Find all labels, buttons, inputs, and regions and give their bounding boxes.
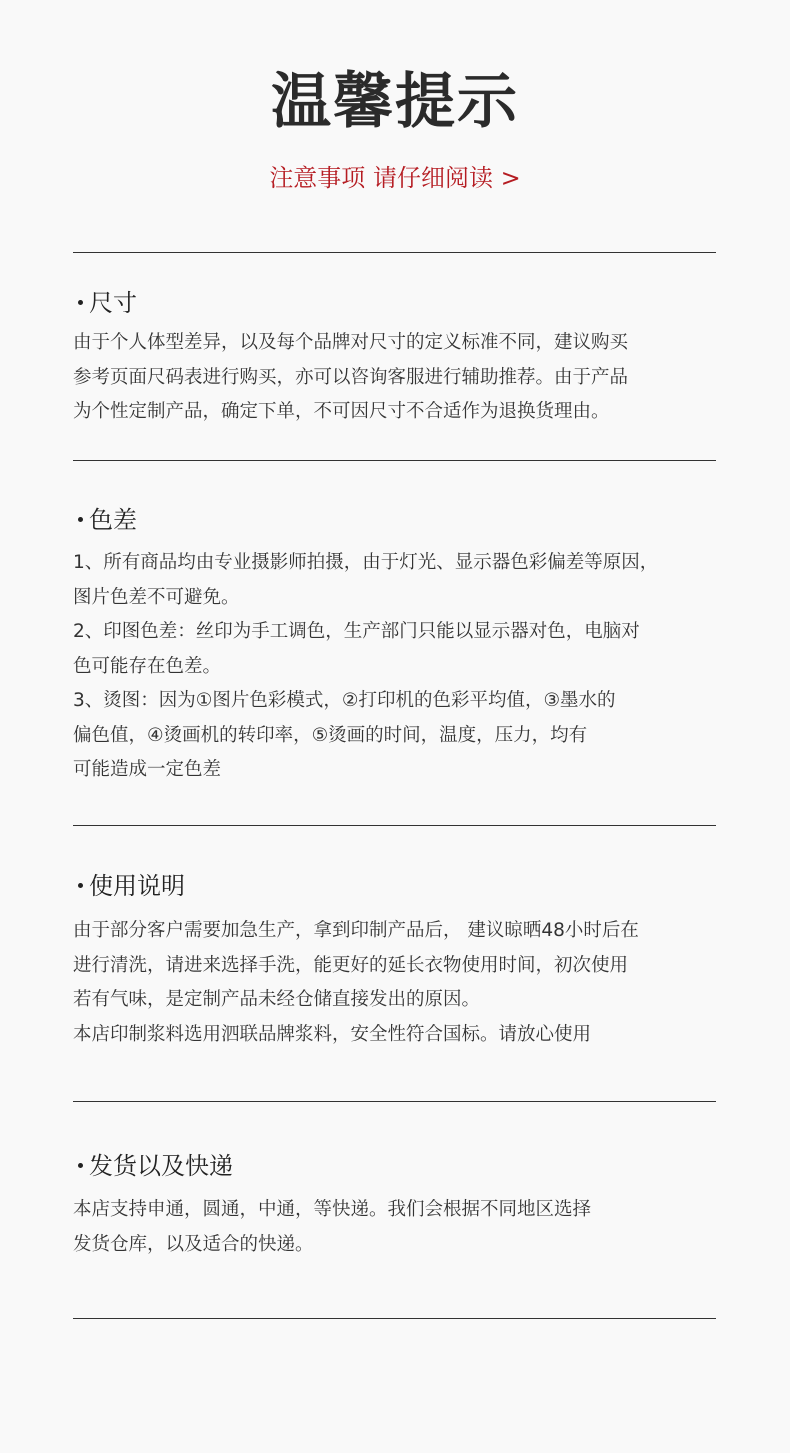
body-line: 3、烫图：因为①图片色彩模式，②打印机的色彩平均值，③墨水的 [73, 690, 616, 711]
section-body-shipping [73, 1193, 713, 1262]
bullet-icon [78, 300, 83, 305]
section-heading-usage [73, 869, 185, 903]
divider [73, 1318, 716, 1319]
bullet-icon [78, 517, 83, 522]
body-line: 1、所有商品均由专业摄影师拍摄，由于灯光、显示器色彩偏差等原因， [73, 552, 659, 573]
body-line: 色可能存在色差。 [73, 655, 222, 677]
body-line: 本店印制浆料选用泗联品牌浆料，安全性符合国标。请放心使用 [73, 1023, 592, 1045]
body-line: 2、印图色差：丝印为手工调色，生产部门只能以显示器对色，电脑对 [73, 621, 640, 642]
body-line: 为个性定制产品，确定下单，不可因尺寸不合适作为退换货理由。 [73, 401, 610, 422]
body-line: 本店支持申通，圆通，中通，等快递。我们会根据不同地区选择 [73, 1199, 592, 1220]
section-heading-label: 尺寸 [89, 289, 137, 317]
page-title: 温馨提示 [271, 67, 519, 137]
section-heading-label: 色差 [89, 506, 137, 534]
divider [73, 460, 716, 461]
divider [73, 252, 716, 253]
bullet-icon [78, 1163, 83, 1168]
section-body-usage [73, 914, 713, 1052]
body-line: 可能造成一定色差 [73, 759, 222, 780]
divider [73, 1101, 716, 1102]
body-line: 由于部分客户需要加急生产，拿到印制产品后， 建议晾晒48小时后在 [73, 920, 639, 941]
section-heading-color-difference [73, 503, 137, 537]
section-heading-label: 使用说明 [89, 872, 185, 900]
body-line: 进行清洗，请进来选择手洗，能更好的延长衣物使用时间，初次使用 [73, 954, 629, 976]
bullet-icon [78, 883, 83, 888]
section-body-color-difference [73, 546, 713, 788]
section-heading-size [73, 286, 137, 320]
body-line: 由于个人体型差异，以及每个品牌对尺寸的定义标准不同，建议购买 [73, 332, 629, 353]
section-heading-label: 发货以及快递 [89, 1152, 233, 1180]
divider [73, 825, 716, 826]
body-line: 若有气味，是定制产品未经仓储直接发出的原因。 [73, 989, 481, 1010]
read-carefully-link[interactable]: 注意事项 请仔细阅读 > [269, 164, 521, 192]
section-heading-shipping [73, 1149, 233, 1183]
body-line: 图片色差不可避免。 [73, 586, 240, 608]
section-body-size [73, 326, 713, 430]
body-line: 参考页面尺码表进行购买，亦可以咨询客服进行辅助推荐。由于产品 [73, 366, 629, 388]
body-line: 偏色值，④烫画机的转印率，⑤烫画的时间，温度，压力，均有 [73, 724, 588, 746]
body-line: 发货仓库，以及适合的快递。 [73, 1233, 314, 1255]
